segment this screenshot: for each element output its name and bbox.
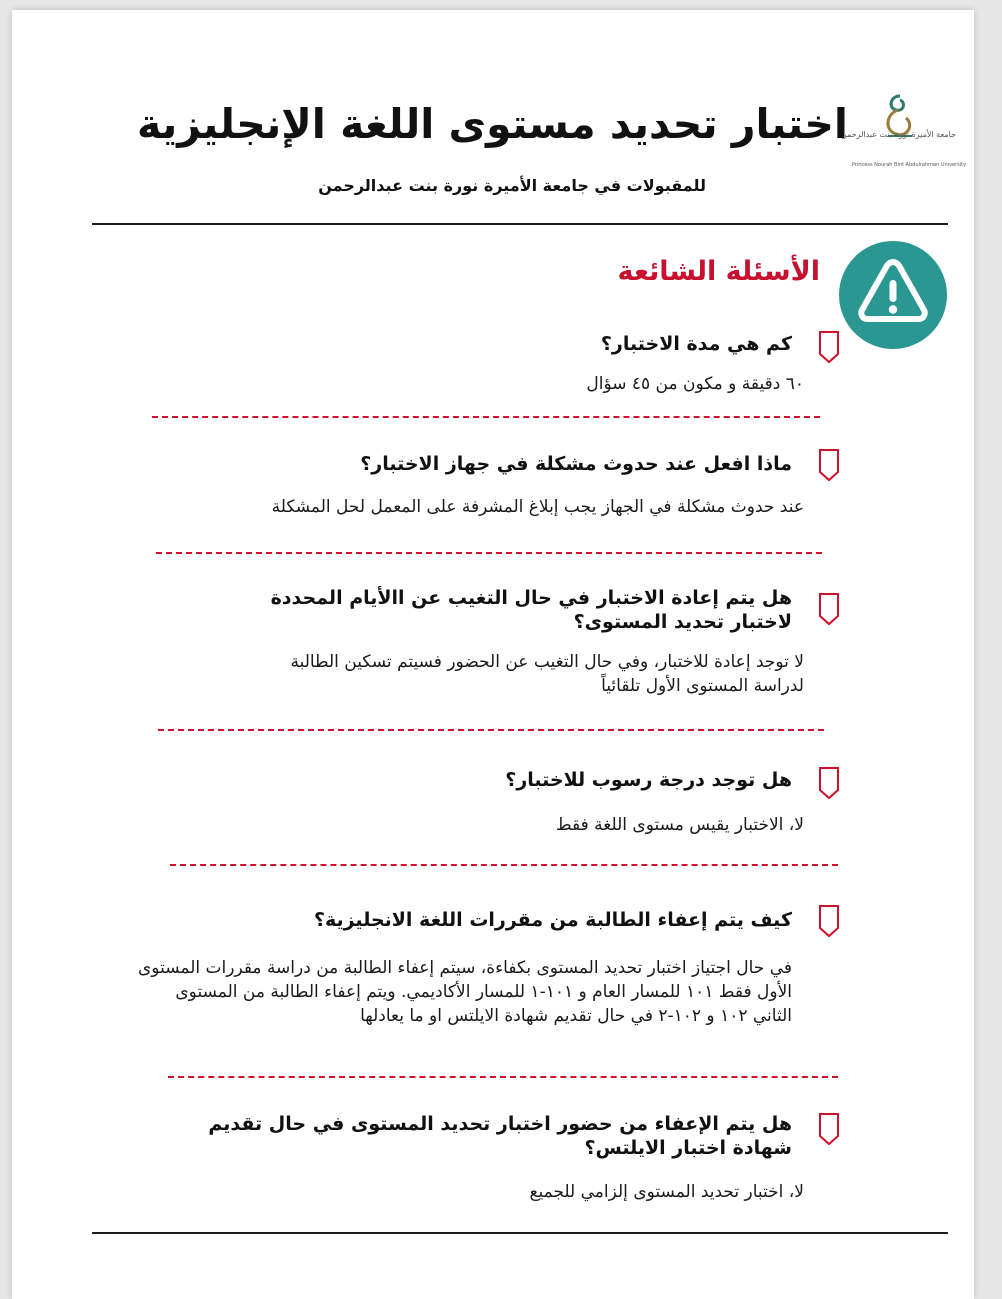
faq-question: هل توجد درجة رسوب للاختبار؟ bbox=[505, 769, 792, 791]
faq-answer: عند حدوث مشكلة في الجهاز يجب إبلاغ المشرفة على المعمل لحل المشكلة bbox=[271, 497, 804, 517]
faq-answer: ٦٠ دقيقة و مكون من ٤٥ سؤال bbox=[586, 374, 804, 394]
faq-divider bbox=[170, 864, 838, 866]
faq-answer: لا، اختبار تحديد المستوى إلزامي للجميع bbox=[529, 1182, 804, 1202]
faq-item bbox=[150, 586, 840, 706]
faq-item bbox=[150, 330, 840, 400]
faq-question: كيف يتم إعفاء الطالبة من مقررات اللغة الانجليزية؟ bbox=[313, 909, 792, 931]
faq-question: هل يتم الإعفاء من حضور اختبار تحديد المستوى في حال تقديم شهادة اختبار الايلتس؟ bbox=[208, 1113, 792, 1159]
faq-section-title: الأسئلة الشائعة bbox=[617, 256, 820, 287]
faq-divider bbox=[158, 729, 824, 731]
shield-marker-icon bbox=[818, 592, 840, 626]
shield-marker-icon bbox=[818, 904, 840, 938]
warning-icon bbox=[838, 240, 948, 350]
faq-question: كم هي مدة الاختبار؟ bbox=[600, 333, 792, 355]
page-title: اختبار تحديد مستوى اللغة الإنجليزية bbox=[137, 100, 848, 148]
faq-answer: لا، الاختبار يقيس مستوى اللغة فقط bbox=[555, 815, 804, 835]
shield-marker-icon bbox=[818, 766, 840, 800]
logo-text: جامعة الأميرة نورة بنت عبدالرحمن bbox=[840, 130, 956, 139]
faq-item bbox=[150, 1108, 840, 1208]
faq-item bbox=[150, 764, 840, 844]
shield-marker-icon bbox=[818, 1112, 840, 1146]
faq-answer: في حال اجتياز اختبار تحديد المستوى بكفاءة، سيتم إعفاء الطالبة من دراسة مقررات المستوى الأول فقط ١٠١ للمسار العام و ١٠١-١ للمسار الأكاديمي. ويتم إعفاء الطالبة من المستوى الثاني ١٠٢ و ١٠٢-٢ في حال تقديم شهادة الايلتس او ما يعادلها bbox=[138, 958, 792, 1026]
faq-answer: لا توجد إعادة للاختبار، وفي حال التغيب عن الحضور فسيتم تسكين الطالبة لدراسة المستوى الأول تلقائياً bbox=[290, 652, 804, 696]
faq-question: هل يتم إعادة الاختبار في حال التغيب عن االأيام المحددة لاختبار تحديد المستوى؟ bbox=[270, 587, 792, 633]
shield-marker-icon bbox=[818, 330, 840, 364]
footer-divider bbox=[92, 1232, 948, 1234]
faq-item bbox=[138, 904, 840, 1064]
faq-divider bbox=[152, 416, 820, 418]
header-divider bbox=[92, 223, 948, 225]
faq-question: ماذا افعل عند حدوث مشكلة في جهاز الاختبار؟ bbox=[360, 453, 792, 475]
shield-marker-icon bbox=[818, 448, 840, 482]
logo-caption: Princess Nourah Bint Abdulrahman University bbox=[852, 162, 967, 168]
faq-divider bbox=[168, 1076, 838, 1078]
faq-item bbox=[150, 448, 840, 528]
page-subtitle: للمقبولات في جامعة الأميرة نورة بنت عبدالرحمن bbox=[318, 176, 706, 195]
faq-divider bbox=[156, 552, 822, 554]
